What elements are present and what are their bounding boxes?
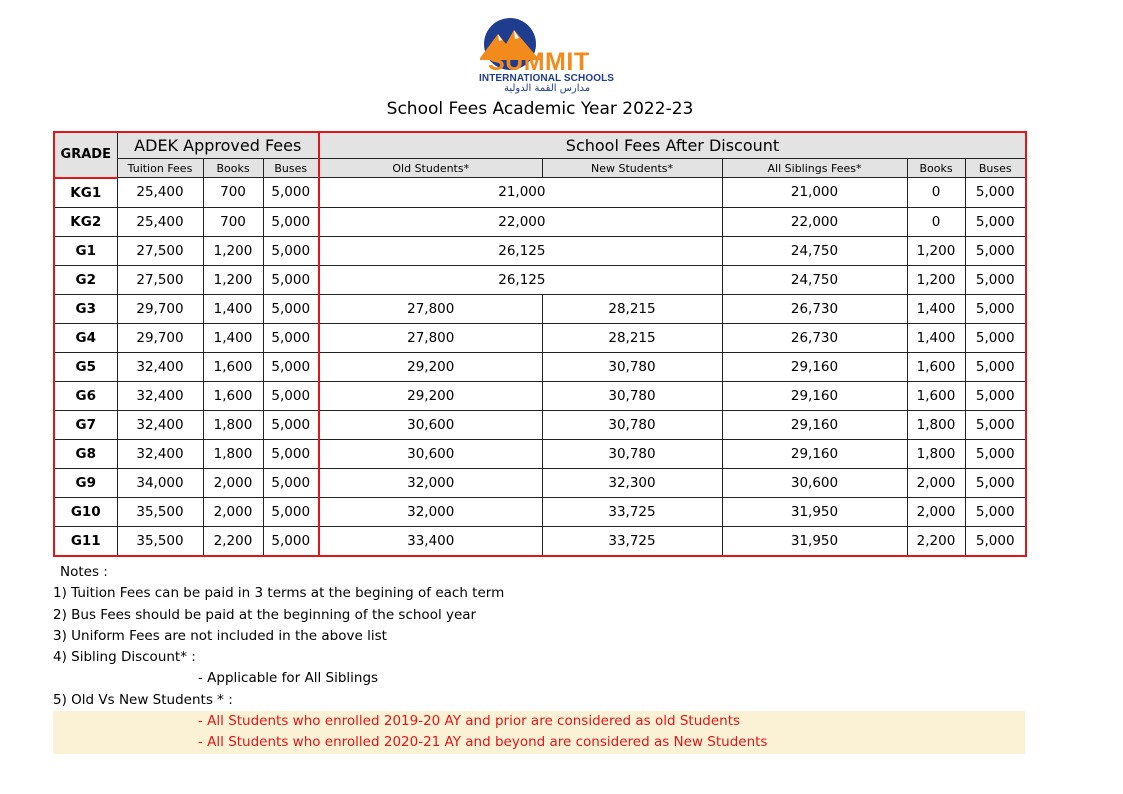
old-students-cell: 33,400: [319, 526, 542, 556]
old-new-merged-cell: 21,000: [319, 178, 722, 208]
tuition-cell: 32,400: [117, 410, 203, 439]
tuition-cell: 29,700: [117, 323, 203, 352]
new-students-cell: 33,725: [542, 526, 722, 556]
books-cell: 1,600: [203, 352, 263, 381]
buses-cell: 5,000: [263, 410, 319, 439]
siblings-cell: 30,600: [722, 468, 907, 497]
buses-after-discount-cell: 5,000: [965, 236, 1026, 265]
tuition-cell: 32,400: [117, 381, 203, 410]
grade-cell: KG2: [54, 207, 117, 236]
buses-cell: 5,000: [263, 352, 319, 381]
new-students-cell: 33,725: [542, 497, 722, 526]
siblings-cell: 29,160: [722, 381, 907, 410]
grade-cell: G3: [54, 294, 117, 323]
buses-after-discount-cell: 5,000: [965, 294, 1026, 323]
new-students-cell: 28,215: [542, 294, 722, 323]
new-students-cell: 30,780: [542, 352, 722, 381]
buses-cell: 5,000: [263, 381, 319, 410]
new-students-cell: 30,780: [542, 381, 722, 410]
grade-cell: KG1: [54, 178, 117, 208]
buses-cell: 5,000: [263, 323, 319, 352]
siblings-cell: 22,000: [722, 207, 907, 236]
siblings-cell: 21,000: [722, 178, 907, 208]
discount-fees-header: School Fees After Discount: [319, 132, 1026, 159]
grade-header: GRADE: [54, 132, 117, 178]
books-cell: 1,400: [203, 323, 263, 352]
books-cell: 1,600: [203, 381, 263, 410]
books-after-discount-cell: 0: [907, 207, 965, 236]
note-item: 1) Tuition Fees can be paid in 3 terms at the begining of each term: [53, 585, 505, 602]
old-new-merged-cell: 26,125: [319, 265, 722, 294]
buses-after-discount-cell: 5,000: [965, 207, 1026, 236]
books-after-discount-cell: 1,800: [907, 439, 965, 468]
logo-wordmark: SUMMIT: [488, 48, 590, 76]
logo-arabic-name: مدارس القمة الدولية: [504, 83, 591, 94]
table-row: [54, 294, 1026, 323]
new-students-cell: 32,300: [542, 468, 722, 497]
new-students-cell: 28,215: [542, 323, 722, 352]
grade-cell: G4: [54, 323, 117, 352]
school-logo: [470, 14, 620, 94]
buses-after-discount-cell: 5,000: [965, 439, 1026, 468]
buses-cell: 5,000: [263, 294, 319, 323]
grade-cell: G2: [54, 265, 117, 294]
note-highlight-new: - All Students who enrolled 2020-21 AY and beyond are considered as New Students: [53, 732, 1025, 753]
tuition-cell: 32,400: [117, 439, 203, 468]
siblings-cell: 31,950: [722, 497, 907, 526]
buses-cell: 5,000: [263, 265, 319, 294]
books-cell: 2,000: [203, 497, 263, 526]
notes-section: [53, 562, 1025, 754]
grade-cell: G10: [54, 497, 117, 526]
books-after-discount-cell: 2,000: [907, 497, 965, 526]
table-row: [54, 468, 1026, 497]
siblings-cell: 26,730: [722, 323, 907, 352]
old-students-cell: 32,000: [319, 468, 542, 497]
grade-cell: G11: [54, 526, 117, 556]
table-row: [54, 236, 1026, 265]
buses-cell: 5,000: [263, 497, 319, 526]
grade-cell: G9: [54, 468, 117, 497]
grade-cell: G5: [54, 352, 117, 381]
tuition-cell: 35,500: [117, 497, 203, 526]
buses-after-discount-cell: 5,000: [965, 265, 1026, 294]
adek-fees-header: ADEK Approved Fees: [117, 132, 319, 159]
tuition-cell: 32,400: [117, 352, 203, 381]
table-row: [54, 323, 1026, 352]
buses-cell: 5,000: [263, 468, 319, 497]
buses-cell: 5,000: [263, 526, 319, 556]
table-row: [54, 178, 1026, 208]
tuition-cell: 34,000: [117, 468, 203, 497]
fees-table: [53, 131, 1027, 557]
old-students-cell: 29,200: [319, 381, 542, 410]
tuition-cell: 29,700: [117, 294, 203, 323]
siblings-cell: 29,160: [722, 352, 907, 381]
note-item: 3) Uniform Fees are not included in the above list: [53, 627, 387, 644]
books-after-discount-cell: 1,600: [907, 381, 965, 410]
buses-after-discount-header: Buses: [965, 159, 1026, 178]
old-students-cell: 30,600: [319, 410, 542, 439]
buses-after-discount-cell: 5,000: [965, 178, 1026, 208]
books-cell: 700: [203, 178, 263, 208]
new-students-header: New Students*: [542, 159, 722, 178]
books-after-discount-cell: 1,400: [907, 323, 965, 352]
books-after-discount-cell: 1,200: [907, 265, 965, 294]
buses-cell: 5,000: [263, 207, 319, 236]
document-title: School Fees Academic Year 2022-23: [386, 99, 694, 119]
table-row: [54, 439, 1026, 468]
note-highlight-old: - All Students who enrolled 2019-20 AY and prior are considered as old Students: [53, 711, 1025, 732]
table-row: [54, 352, 1026, 381]
grade-cell: G8: [54, 439, 117, 468]
siblings-cell: 29,160: [722, 439, 907, 468]
tuition-fees-header: Tuition Fees: [117, 159, 203, 178]
tuition-cell: 27,500: [117, 236, 203, 265]
grade-cell: G7: [54, 410, 117, 439]
books-after-discount-cell: 1,400: [907, 294, 965, 323]
old-students-cell: 27,800: [319, 323, 542, 352]
new-students-cell: 30,780: [542, 410, 722, 439]
buses-cell: 5,000: [263, 439, 319, 468]
books-header: Books: [203, 159, 263, 178]
buses-after-discount-cell: 5,000: [965, 352, 1026, 381]
buses-cell: 5,000: [263, 236, 319, 265]
books-cell: 1,400: [203, 294, 263, 323]
note-subitem: - Applicable for All Siblings: [198, 670, 379, 687]
siblings-cell: 26,730: [722, 294, 907, 323]
books-cell: 1,200: [203, 236, 263, 265]
books-after-discount-cell: 1,600: [907, 352, 965, 381]
old-students-cell: 30,600: [319, 439, 542, 468]
books-after-discount-cell: 0: [907, 178, 965, 208]
buses-after-discount-cell: 5,000: [965, 381, 1026, 410]
books-cell: 1,200: [203, 265, 263, 294]
old-students-header: Old Students*: [319, 159, 542, 178]
notes-title: Notes :: [60, 564, 108, 580]
buses-after-discount-cell: 5,000: [965, 468, 1026, 497]
books-after-discount-cell: 2,000: [907, 468, 965, 497]
old-new-merged-cell: 22,000: [319, 207, 722, 236]
buses-after-discount-cell: 5,000: [965, 410, 1026, 439]
books-after-discount-cell: 2,200: [907, 526, 965, 556]
tuition-cell: 35,500: [117, 526, 203, 556]
books-cell: 1,800: [203, 410, 263, 439]
books-cell: 700: [203, 207, 263, 236]
books-after-discount-cell: 1,200: [907, 236, 965, 265]
siblings-cell: 24,750: [722, 265, 907, 294]
books-cell: 1,800: [203, 439, 263, 468]
table-row: [54, 265, 1026, 294]
siblings-cell: 31,950: [722, 526, 907, 556]
old-students-cell: 29,200: [319, 352, 542, 381]
buses-cell: 5,000: [263, 178, 319, 208]
old-new-merged-cell: 26,125: [319, 236, 722, 265]
note-item: 2) Bus Fees should be paid at the beginning of the school year: [53, 606, 477, 623]
buses-after-discount-cell: 5,000: [965, 497, 1026, 526]
buses-after-discount-cell: 5,000: [965, 323, 1026, 352]
siblings-cell: 24,750: [722, 236, 907, 265]
grade-cell: G6: [54, 381, 117, 410]
note-item: 4) Sibling Discount* :: [53, 649, 196, 666]
table-row: [54, 526, 1026, 556]
table-row: [54, 410, 1026, 439]
books-after-discount-header: Books: [907, 159, 965, 178]
old-students-cell: 32,000: [319, 497, 542, 526]
note-item: 5) Old Vs New Students * :: [53, 691, 233, 708]
old-students-cell: 27,800: [319, 294, 542, 323]
tuition-cell: 27,500: [117, 265, 203, 294]
books-after-discount-cell: 1,800: [907, 410, 965, 439]
siblings-fees-header: All Siblings Fees*: [722, 159, 907, 178]
grade-cell: G1: [54, 236, 117, 265]
table-row: [54, 381, 1026, 410]
table-row: [54, 207, 1026, 236]
tuition-cell: 25,400: [117, 207, 203, 236]
tuition-cell: 25,400: [117, 178, 203, 208]
logo-subtitle: INTERNATIONAL SCHOOLS: [479, 73, 615, 84]
new-students-cell: 30,780: [542, 439, 722, 468]
siblings-cell: 29,160: [722, 410, 907, 439]
buses-header: Buses: [263, 159, 319, 178]
books-cell: 2,000: [203, 468, 263, 497]
table-row: [54, 497, 1026, 526]
books-cell: 2,200: [203, 526, 263, 556]
buses-after-discount-cell: 5,000: [965, 526, 1026, 556]
